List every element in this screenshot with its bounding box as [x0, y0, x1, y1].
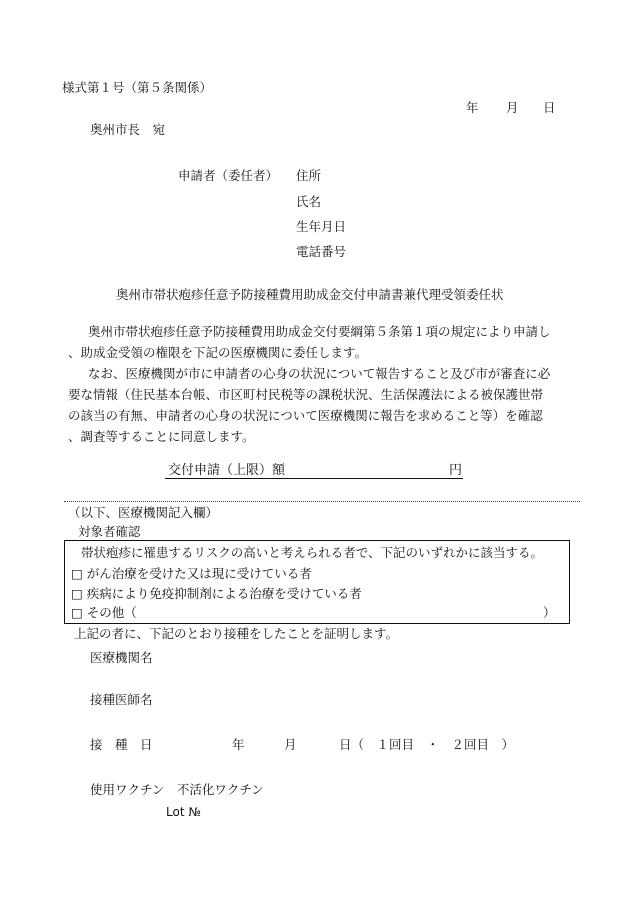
date-month: 月: [506, 100, 519, 115]
option-cancer-treatment[interactable]: □ がん治療を受けた又は現に受けている者: [71, 566, 312, 581]
document-title: 奥州市帯状疱疹任意予防接種費用助成金交付申請書兼代理受領委任状: [116, 287, 504, 302]
option-other[interactable]: □ その他（: [71, 605, 137, 620]
target-confirm-label: 対象者確認: [78, 524, 141, 539]
form-number: 様式第１号（第５条関係）: [62, 80, 213, 95]
vaccination-month: 月: [284, 737, 297, 752]
eligibility-box: [64, 540, 570, 624]
section-divider: [64, 501, 580, 502]
applicant-phone-label: 電話番号: [296, 244, 347, 259]
paragraph-2-line-1: なお、医療機関が市に申請者の心身の状況について報告すること及び市が審査に必: [88, 366, 551, 381]
institution-label: 医療機関名: [90, 650, 153, 665]
amount-unit: 円: [449, 463, 463, 478]
applicant-address-label: 住所: [296, 168, 322, 183]
paragraph-1-line-1: 奥州市帯状疱疹任意予防接種費用助成金交付要綱第５条第１項の規定により申請し: [88, 324, 551, 339]
option-immunosuppressant[interactable]: □ 疾病により免疫抑制剤による治療を受けている者: [71, 586, 362, 601]
date-year: 年: [466, 100, 479, 115]
paragraph-2-line-2: 要な情報（住民基本台帳、市区町村民税等の課税状況、生活保護法による被保護世帯: [68, 387, 544, 402]
option-other-close: ）: [543, 605, 556, 620]
applicant-label: 申請者（委任者）: [178, 168, 279, 183]
applicant-birthdate-label: 生年月日: [296, 219, 347, 234]
paragraph-1: [68, 321, 588, 363]
paragraph-2-line-4: 、調査等することに同意します。: [68, 429, 255, 444]
date-day: 日: [543, 100, 556, 115]
eligibility-intro: 帯状疱疹に罹患するリスクの高いと考えられる者で、下記のいずれかに該当する。: [81, 545, 544, 560]
paragraph-2-line-3: の該当の有無、申請者の心身の状況について医療機関に報告を求めること等）を確認: [68, 408, 543, 423]
vaccination-year: 年: [232, 737, 245, 752]
addressee: 奥州市長 宛: [90, 122, 166, 137]
paragraph-1-line-2: 、助成金受領の権限を下記の医療機関に委任します。: [68, 345, 368, 360]
applicant-name-label: 氏名: [296, 194, 322, 209]
lot-number-label: Lot №: [166, 805, 201, 819]
certify-statement: 上記の者に、下記のとおり接種をしたことを証明します。: [74, 626, 399, 641]
amount-underline: [165, 478, 463, 479]
vaccine-type: 使用ワクチン 不活化ワクチン: [90, 782, 264, 797]
vaccination-date-label: 接 種 日: [90, 737, 153, 752]
vaccination-day-round: 日（ １回目 ・ ２回目 ）: [339, 737, 515, 752]
medical-section-heading: （以下、医療機関記入欄）: [68, 505, 219, 520]
amount-label: 交付申請（上限）額: [168, 463, 286, 478]
doctor-label: 接種医師名: [90, 692, 153, 707]
paragraph-2: [68, 363, 588, 447]
